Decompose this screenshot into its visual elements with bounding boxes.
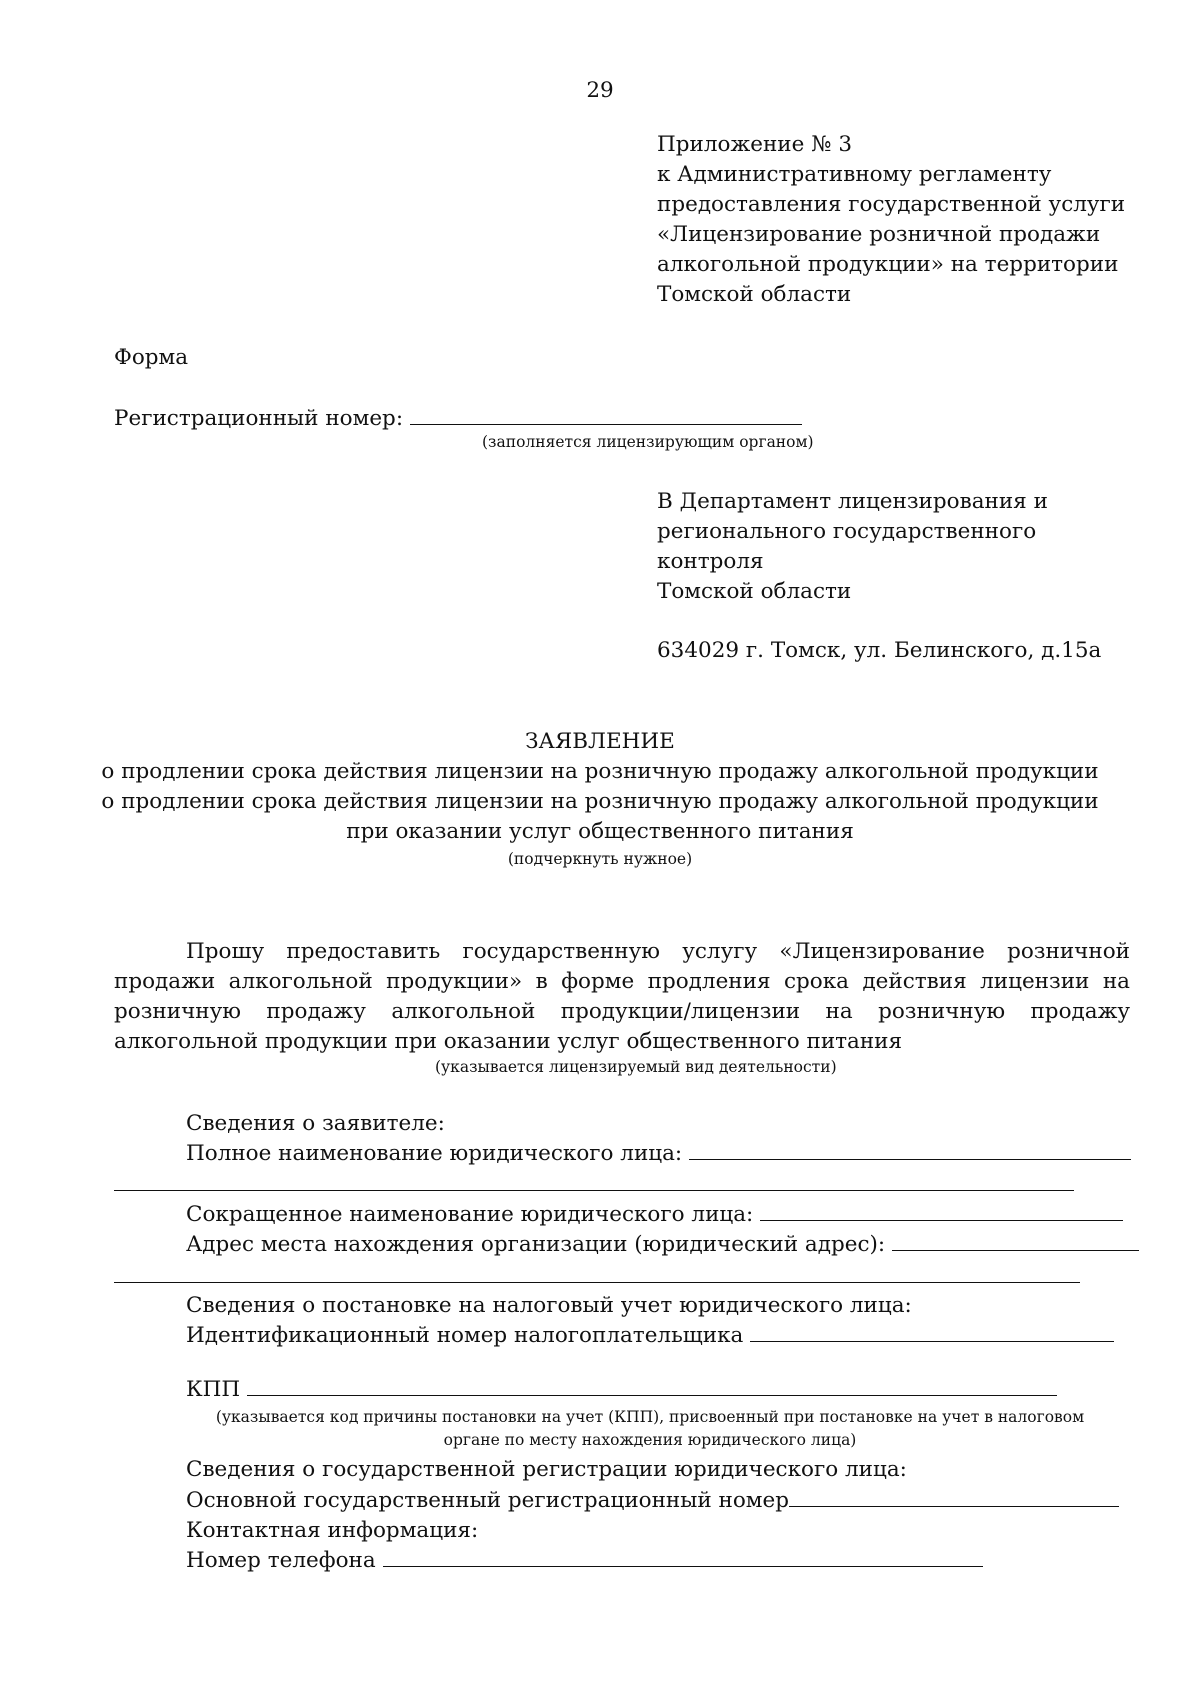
- short-name-label: Сокращенное наименование юридического лица:: [186, 1202, 754, 1227]
- form-label: Форма: [114, 345, 189, 370]
- recipient-address: 634029 г. Томск, ул. Белинского, д.15а: [657, 638, 1102, 663]
- request-note: (указывается лицензируемый вид деятельности): [435, 1058, 837, 1076]
- appendix-block: [657, 130, 1125, 310]
- phone-label: Номер телефона: [186, 1548, 376, 1573]
- address-row: [186, 1230, 1139, 1260]
- appendix-line: алкогольной продукции» на территории: [657, 252, 1119, 277]
- recipient-line: контроля: [657, 549, 764, 574]
- title-line-2: о продлении срока действия лицензии на розничную продажу алкогольной продукции: [101, 789, 1099, 814]
- full-name-row: [186, 1139, 1131, 1169]
- short-name-row: [186, 1200, 1123, 1230]
- address-continuation-line[interactable]: [114, 1282, 1080, 1283]
- registration-note: (заполняется лицензирующим органом): [482, 433, 814, 451]
- document-heading: ЗАЯВЛЕНИЕ: [525, 729, 675, 754]
- recipient-line: В Департамент лицензирования и: [657, 489, 1048, 514]
- contact-heading: Контактная информация:: [186, 1518, 479, 1543]
- appendix-line: к Административному регламенту: [657, 162, 1052, 187]
- ogrn-field[interactable]: [789, 1486, 1119, 1507]
- registration-row: [114, 404, 802, 434]
- state-reg-heading: Сведения о государственной регистрации юридического лица:: [186, 1457, 907, 1482]
- tax-heading: Сведения о постановке на налоговый учет юридического лица:: [186, 1293, 912, 1318]
- title-note: (подчеркнуть нужное): [507, 850, 693, 868]
- short-name-field[interactable]: [760, 1200, 1123, 1221]
- full-name-continuation-line[interactable]: [114, 1190, 1074, 1191]
- full-name-field[interactable]: [689, 1139, 1131, 1160]
- appendix-line: «Лицензирование розничной продажи: [657, 222, 1101, 247]
- kpp-note-line-2: органе по месту нахождения юридического лица): [443, 1431, 857, 1449]
- kpp-note-line-1: (указывается код причины постановки на учет (КПП), присвоенный при постановке на учет в налоговом: [215, 1408, 1085, 1426]
- registration-number-field[interactable]: [410, 404, 802, 425]
- kpp-label: КПП: [186, 1377, 241, 1402]
- ogrn-label: Основной государственный регистрационный номер: [186, 1488, 790, 1513]
- applicant-heading: Сведения о заявителе:: [186, 1111, 445, 1136]
- request-line: продажи алкогольной продукции» в форме продления срока действия лицензии на: [114, 969, 1130, 994]
- title-line-1: о продлении срока действия лицензии на розничную продажу алкогольной продукции: [101, 759, 1099, 784]
- appendix-line: предоставления государственной услуги: [657, 192, 1126, 217]
- request-line: Прошу предоставить государственную услугу «Лицензирование розничной: [186, 939, 1130, 964]
- recipient-line: Томской области: [657, 579, 852, 604]
- inn-field[interactable]: [750, 1321, 1114, 1342]
- request-line: алкогольной продукции при оказании услуг общественного питания: [114, 1029, 903, 1054]
- address-label: Адрес места нахождения организации (юридический адрес):: [186, 1232, 886, 1257]
- registration-label: Регистрационный номер:: [114, 406, 404, 431]
- request-paragraph: [114, 937, 1130, 1057]
- appendix-line: Приложение № 3: [657, 132, 853, 157]
- title-line-3: при оказании услуг общественного питания: [346, 819, 854, 844]
- appendix-line: Томской области: [657, 282, 852, 307]
- inn-label: Идентификационный номер налогоплательщика: [186, 1323, 744, 1348]
- ogrn-row: [186, 1486, 1119, 1516]
- kpp-field[interactable]: [247, 1375, 1057, 1396]
- kpp-row: [186, 1375, 1057, 1405]
- phone-row: [186, 1546, 983, 1576]
- page-number: 29: [586, 78, 614, 103]
- recipient-block: [657, 487, 1048, 607]
- recipient-line: регионального государственного: [657, 519, 1037, 544]
- request-line: розничную продажу алкогольной продукции/лицензии на розничную продажу: [114, 999, 1130, 1024]
- full-name-label: Полное наименование юридического лица:: [186, 1141, 683, 1166]
- inn-row: [186, 1321, 1114, 1351]
- phone-field[interactable]: [383, 1546, 983, 1567]
- address-field[interactable]: [892, 1230, 1139, 1251]
